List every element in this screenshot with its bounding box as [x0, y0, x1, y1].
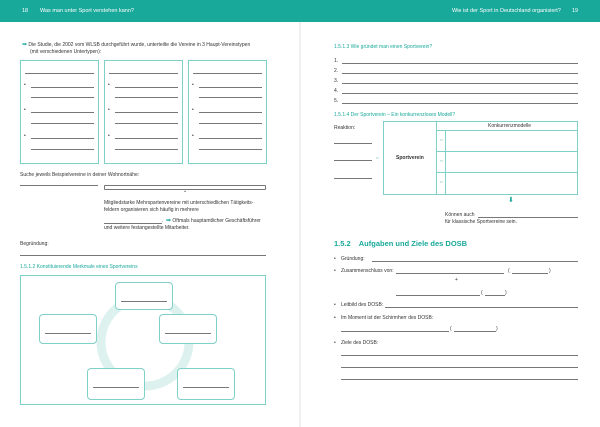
- double-arrow-icon: ⇔: [439, 137, 444, 143]
- answer-line[interactable]: [199, 87, 262, 88]
- step-line-4[interactable]: [342, 93, 578, 94]
- bracket-tick: ⌄: [183, 188, 188, 194]
- schirmherr-line[interactable]: [341, 331, 449, 332]
- bullet: •: [334, 256, 336, 262]
- reaktion-line[interactable]: [334, 178, 372, 179]
- suche-text: Suche jeweils Beispielvereine in deiner Wohnortnähe:: [20, 172, 140, 178]
- answer-line[interactable]: [31, 97, 94, 98]
- club-type-box-3: [188, 60, 267, 164]
- bullet: •: [108, 133, 110, 139]
- konkurrenz-diagram: [383, 121, 578, 195]
- answer-line[interactable]: [121, 301, 167, 302]
- step-line-1[interactable]: [342, 63, 578, 64]
- answer-line[interactable]: [199, 97, 262, 98]
- left-running-title: Was man unter Sport verstehen kann?: [40, 8, 134, 14]
- answer-line[interactable]: [199, 138, 262, 139]
- answer-line[interactable]: [31, 149, 94, 150]
- bullet: •: [24, 133, 26, 139]
- answer-line[interactable]: [93, 387, 139, 388]
- answer-line[interactable]: [31, 112, 94, 113]
- merkmale-diagram: [20, 275, 266, 405]
- koennen-auch-label: Können auch: [445, 212, 475, 218]
- merkmal-box-bottom-left: [87, 368, 145, 400]
- answer-line[interactable]: [31, 87, 94, 88]
- arrow-down-icon: ⬇: [508, 197, 514, 204]
- merkmal-box-left: [39, 314, 97, 344]
- reaktion-label: Reaktion:: [334, 125, 356, 131]
- answer-line[interactable]: [165, 333, 211, 334]
- gruendung-line[interactable]: [372, 261, 578, 262]
- section-1-5-1-4: 1.5.1.4 Der Sportverein – Ein konkurrenzloses Modell?: [334, 112, 456, 118]
- answer-line[interactable]: [199, 149, 262, 150]
- zusammenschluss-paren-line-2[interactable]: [485, 295, 505, 296]
- bullet: •: [24, 82, 26, 88]
- ziele-label: Ziele des DOSB:: [341, 340, 379, 346]
- schirmherr-label: Im Moment ist der Schirmherr des DOSB:: [341, 315, 434, 321]
- section-1-5-1-3: 1.5.1.3 Wie gründet man einen Sportverein?: [334, 44, 433, 50]
- bullet: •: [108, 107, 110, 113]
- answer-line[interactable]: [31, 123, 94, 124]
- bullet: •: [334, 268, 336, 274]
- answer-line[interactable]: [115, 97, 178, 98]
- step-line-3[interactable]: [342, 83, 578, 84]
- right-running-title: Wie ist der Sport in Deutschland organisiert?: [452, 8, 561, 14]
- section-1-5-1-2: 1.5.1.2 Konstituierende Merkmale eines Sportvereins: [20, 264, 138, 270]
- section-1-5-2-title: 1.5.2 Aufgaben und Ziele des DOSB: [334, 239, 468, 248]
- ziele-line-3[interactable]: [341, 379, 578, 380]
- step-line-2[interactable]: [342, 73, 578, 74]
- plus-sign: +: [455, 277, 458, 283]
- zusammenschluss-line[interactable]: [396, 273, 504, 274]
- begruendung-line[interactable]: [20, 255, 266, 256]
- merkmal-box-right: [159, 314, 217, 344]
- answer-line[interactable]: [199, 112, 262, 113]
- answer-line[interactable]: [104, 223, 162, 224]
- answer-line[interactable]: [199, 123, 262, 124]
- mitglied-line3: ➡ Oftmals hauptamtlicher Geschäftsführer: [166, 218, 261, 224]
- right-page-number: 19: [572, 8, 579, 14]
- answer-line[interactable]: [115, 123, 178, 124]
- bullet: •: [108, 82, 110, 88]
- reaktion-line[interactable]: [334, 160, 372, 161]
- schirmherr-paren-line[interactable]: [454, 331, 496, 332]
- zusammenschluss-paren-line[interactable]: [512, 273, 548, 274]
- konkurrenzmodelle-label: Konkurrenzmodelle: [488, 123, 532, 129]
- zusammenschluss-label: Zusammenschluss von:: [341, 268, 394, 274]
- step-line-5[interactable]: [342, 103, 578, 104]
- gruendung-label: Gründung:: [341, 256, 365, 262]
- ziele-line-1[interactable]: [341, 355, 578, 356]
- club-type-box-2: [104, 60, 183, 164]
- mitglied-line4: und weitere festangestellte Mitarbeiter.: [104, 225, 190, 231]
- mitglied-line1: Mitgliedstarke Mehrspartenvereine mit unterschiedlichen Tätigkeits-: [104, 200, 254, 206]
- koennen-auch-line[interactable]: [478, 217, 578, 218]
- double-arrow-icon: ⇔: [375, 155, 380, 161]
- double-arrow-icon: ⇔: [439, 179, 444, 185]
- answer-line[interactable]: [115, 149, 178, 150]
- answer-line[interactable]: [115, 138, 178, 139]
- mitglied-line2: feldern organisieren sich häufig in mehrere: [104, 207, 199, 213]
- bullet: •: [334, 340, 336, 346]
- left-page-number: 18: [22, 8, 29, 14]
- example-line-1[interactable]: [20, 185, 98, 186]
- answer-line[interactable]: [115, 112, 178, 113]
- club-type-box-1: [20, 60, 99, 164]
- answer-line[interactable]: [31, 138, 94, 139]
- leitbild-label: Leitbild des DOSB:: [341, 302, 384, 308]
- bullet: •: [192, 107, 194, 113]
- merkmal-box-top: [115, 282, 173, 310]
- answer-line[interactable]: [45, 333, 91, 334]
- double-arrow-icon: ⇔: [439, 158, 444, 164]
- intro-text: ➡ Die Studie, die 2002 vom WLSB durchgeführt wurde, unterteilte die Vereine in 3 Haupt-Vereinstypen: [22, 42, 251, 48]
- sportverein-label: Sportverein: [396, 155, 424, 161]
- zusammenschluss-line-2[interactable]: [396, 295, 480, 296]
- answer-line[interactable]: [115, 87, 178, 88]
- bullet: •: [192, 133, 194, 139]
- arrow-right-icon: ➡: [166, 218, 172, 224]
- reaktion-line[interactable]: [334, 143, 372, 144]
- koennen-auch-label2: für klassische Sportvereine sein.: [445, 219, 517, 225]
- arrow-right-icon: ➡: [22, 42, 28, 48]
- merkmal-box-bottom-right: [177, 368, 235, 400]
- begruendung-label: Begründung:: [20, 241, 49, 247]
- page-header: [0, 0, 600, 22]
- bullet: •: [334, 315, 336, 321]
- page-gutter: [299, 22, 301, 427]
- bullet: •: [24, 107, 26, 113]
- book-spread: 18 Was man unter Sport verstehen kann? Wie ist der Sport in Deutschland organisiert? 19 ➡ Die Studie, die 2002 vom WLSB durchgeführt wurde, unterteilte die Vereine in 3 Haupt-Vereinstypen (mit verschiedenen Untertypen): • • • • • • • • • Suche jeweils Beispielvereine in deiner Wohnortnähe: ⌄ Mitgliedstarke Mehrspartenvereine mit unterschiedlichen Tätigkeits- feldern organisieren sich häufig in mehrere . ➡ Oftmals hauptamtlicher Geschäftsführer und weitere festangestellte Mitarbeiter. Begründung: 1.5.1.2 Konstituierende Merkmale eines Sportvereins 1.5.1.3 Wie gründet man einen Sportverein? 1. 2. 3. 4. 5. 1.5.1.4 Der Sportverein – Ein konkurrenzloses Modell? Reaktion: Sportverein Konkurrenzmodelle ⇔ ⇔ ⇔ ⇔ ⬇ Können auch für klassische Sportvereine sein. 1.5.2 Aufgaben und Ziele des DOSB • Gründung: • Zusammenschluss von: ( ) + ( ) • Leitbild des DOSB: • Im Moment ist der Schirmherr des DOSB: ( ) • Ziele des DOSB:: [0, 0, 600, 427]
- ziele-line-2[interactable]: [341, 367, 578, 368]
- bullet: •: [334, 302, 336, 308]
- leitbild-line[interactable]: [385, 307, 578, 308]
- intro-text-line2: (mit verschiedenen Untertypen):: [30, 49, 102, 55]
- bullet: •: [192, 82, 194, 88]
- answer-line[interactable]: [183, 387, 229, 388]
